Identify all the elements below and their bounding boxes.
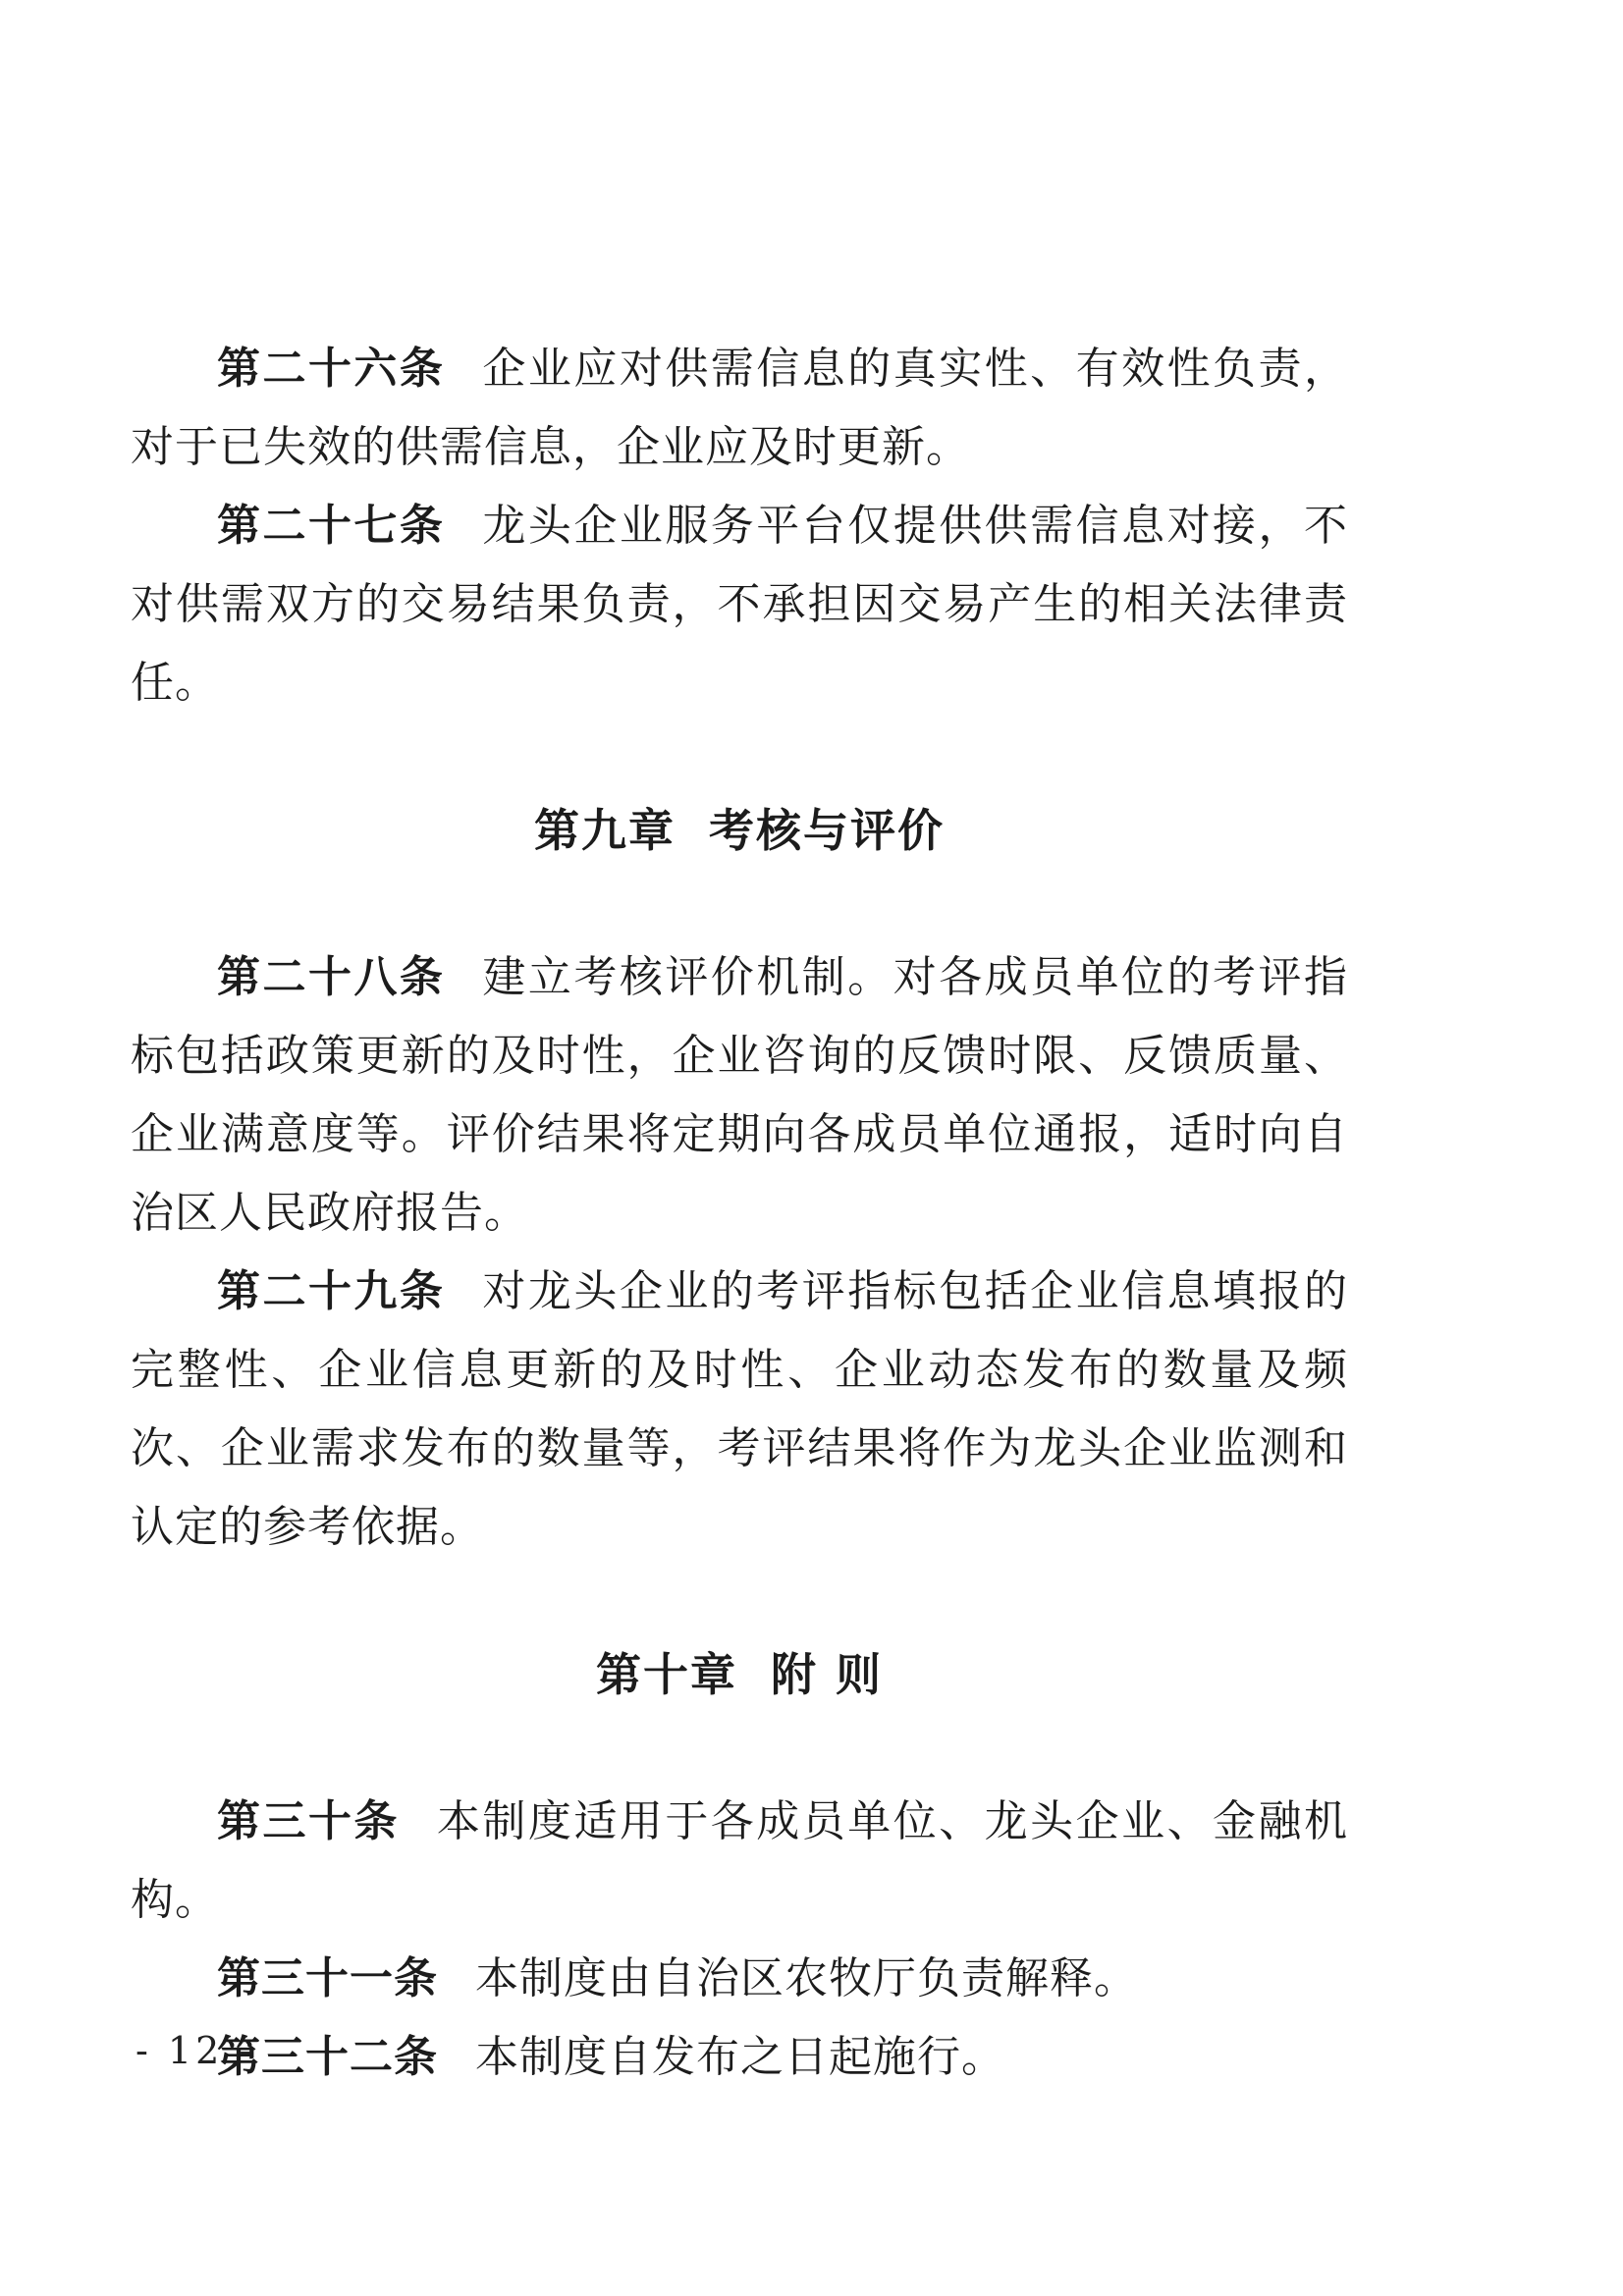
document-body	[131, 330, 1348, 2097]
chapter-9-title: 考核与评价	[709, 804, 945, 857]
article-26-text: 企业应对供需信息的真实性、有效性负责，对于已失效的供需信息，企业应及时更新。	[131, 344, 1349, 472]
article-30-text: 本制度适用于各成员单位、龙头企业、金融机构。	[131, 1796, 1349, 1925]
article-26-number: 第二十六条	[217, 344, 446, 394]
article-31-number: 第三十一条	[217, 1953, 438, 2003]
chapter-9-heading	[131, 791, 1348, 870]
article-26-paragraph	[131, 330, 1348, 487]
page-number: - 12 -	[135, 2029, 256, 2072]
article-28-text: 建立考核评价机制。对各成员单位的考评指标包括政策更新的及时性，企业咨询的反馈时限、反馈质量、企业满意度等。评价结果将定期向各成员单位通报，适时向自治区人民政府报告。	[131, 952, 1349, 1238]
article-28-number: 第二十八条	[217, 952, 446, 1002]
article-29-number: 第二十九条	[217, 1266, 446, 1316]
article-32-text: 本制度自发布之日起施行。	[475, 2032, 1005, 2082]
article-27-text: 龙头企业服务平台仅提供供需信息对接，不对供需双方的交易结果负责，不承担因交易产生的相关法律责任。	[131, 501, 1349, 708]
article-30-number: 第三十条	[217, 1796, 400, 1846]
chapter-10-number: 第十章	[595, 1648, 737, 1701]
article-31-text: 本制度由自治区农牧厅负责解释。	[475, 1953, 1138, 2003]
article-29-paragraph	[131, 1253, 1348, 1567]
article-27-number: 第二十七条	[217, 501, 446, 551]
chapter-10-heading	[131, 1635, 1348, 1714]
chapter-10-title: 附 则	[770, 1648, 883, 1701]
article-27-paragraph	[131, 487, 1348, 722]
chapter-9-number: 第九章	[534, 804, 676, 857]
article-32-paragraph	[131, 2018, 1348, 2097]
article-28-paragraph	[131, 938, 1348, 1253]
article-32-number: 第三十二条	[217, 2032, 438, 2082]
article-31-paragraph	[131, 1940, 1348, 2018]
article-30-paragraph	[131, 1783, 1348, 1940]
article-29-text: 对龙头企业的考评指标包括企业信息填报的完整性、企业信息更新的及时性、企业动态发布的数量及频次、企业需求发布的数量等，考评结果将作为龙头企业监测和认定的参考依据。	[131, 1266, 1349, 1552]
